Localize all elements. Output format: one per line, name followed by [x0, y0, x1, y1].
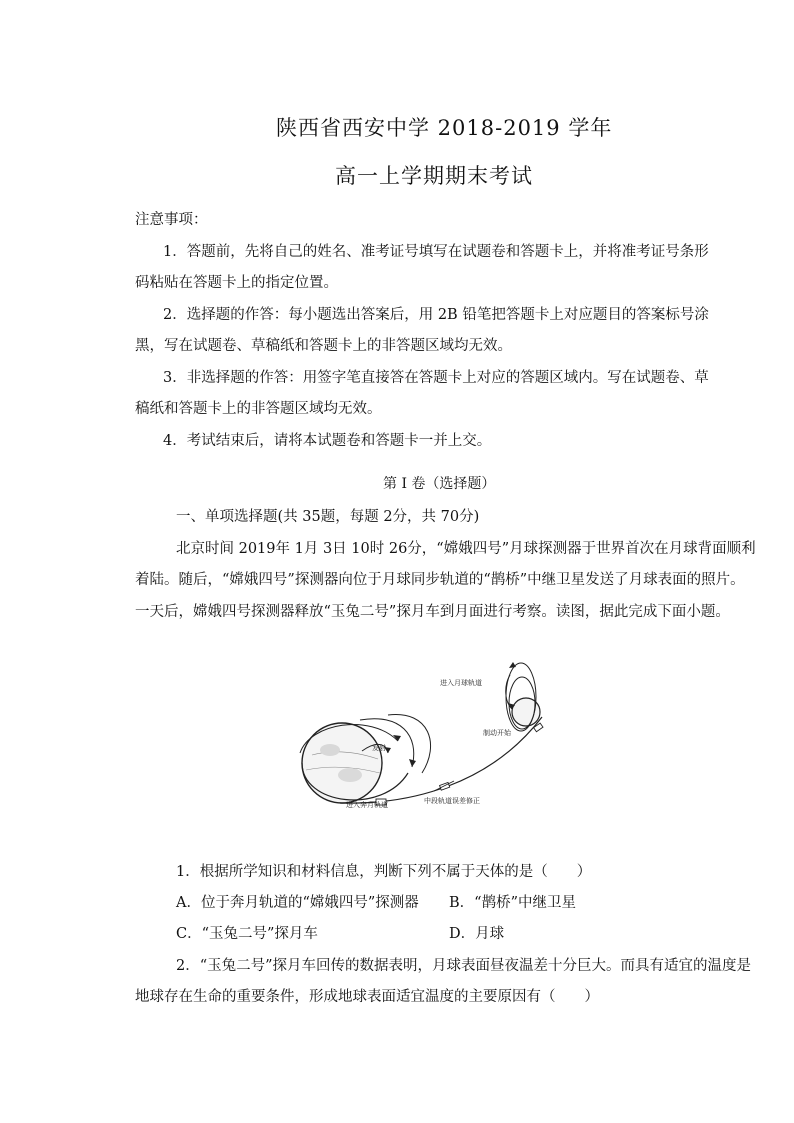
- passage-line-3: 一天后，嫦娥四号探测器释放“玉兔二号”探月车到月面进行考察。读图，据此完成下面小题。: [135, 604, 730, 620]
- orbit-arc-3: [388, 715, 431, 773]
- label-braking-start: 制动开始: [483, 729, 511, 737]
- passage-line-1: 北京时间 2019年 1月 3日 10时 26分，“嫦娥四号”月球探测器于世界首次在月球背面顺利: [176, 541, 756, 557]
- notice-heading: 注意事项：: [135, 212, 208, 228]
- notice-item-1-line-2: 码粘贴在答题卡上的指定位置。: [135, 275, 338, 291]
- label-enter-lunar-orbit: 进入月球轨道: [440, 679, 482, 687]
- probe-icon: [434, 781, 454, 791]
- page-title-line2: 高一上学期期末考试: [335, 164, 533, 188]
- notice-item-1-line-1: 1．答题前，先将自己的姓名、准考证号填写在试题卷和答题卡上，并将准考证号条形: [163, 244, 709, 260]
- label-transfer-orbit: 进入奔月轨道: [346, 801, 388, 809]
- passage-line-2: 着陆。随后，“嫦娥四号”探测器向位于月球同步轨道的“鹊桥”中继卫星发送了月球表面的照片。: [135, 572, 745, 588]
- question-2-line-1: 2．“玉兔二号”探月车回传的数据表明，月球表面昼夜温差十分巨大。而具有适宜的温度是: [176, 958, 752, 974]
- arrow-head: [509, 662, 516, 668]
- question-1-option-d: D．月球: [449, 926, 505, 942]
- section-subtitle: 一、单项选择题(共 35题，每题 2分，共 70分): [176, 509, 480, 525]
- arrow-head: [409, 759, 416, 767]
- page-title-line1: 陕西省西安中学 2018-2019 学年: [276, 116, 613, 140]
- notice-item-3-line-2: 稿纸和答题卡上的非答题区域均无效。: [135, 401, 382, 417]
- section-title: 第 I 卷（选择题）: [383, 476, 496, 492]
- question-1-stem: 1．根据所学知识和材料信息，判断下列不属于天体的是（ ）: [176, 864, 592, 880]
- question-1-option-a: A．位于奔月轨道的“嫦娥四号”探测器: [176, 895, 419, 911]
- question-1-option-b: B．“鹊桥”中继卫星: [449, 895, 576, 911]
- label-midcourse-correction: 中段轨道误差修正: [424, 797, 480, 805]
- label-launch: 发射: [372, 744, 386, 752]
- notice-item-2-line-2: 黑，写在试题卷、草稿纸和答题卡上的非答题区域均无效。: [135, 338, 512, 354]
- probe-icon: [534, 723, 543, 732]
- trajectory-diagram: [290, 655, 570, 815]
- notice-item-4: 4．考试结束后，请将本试题卷和答题卡一并上交。: [163, 433, 492, 449]
- question-2-line-2: 地球存在生命的重要条件，形成地球表面适宜温度的主要原因有（ ）: [135, 989, 599, 1005]
- notice-item-3-line-1: 3．非选择题的作答：用签字笔直接答在答题卡上对应的答题区域内。写在试题卷、草: [163, 370, 709, 386]
- question-1-option-c: C．“玉兔二号”探月车: [176, 926, 318, 942]
- notice-item-2-line-1: 2．选择题的作答：每小题选出答案后，用 2B 铅笔把答题卡上对应题目的答案标号涂: [163, 307, 709, 323]
